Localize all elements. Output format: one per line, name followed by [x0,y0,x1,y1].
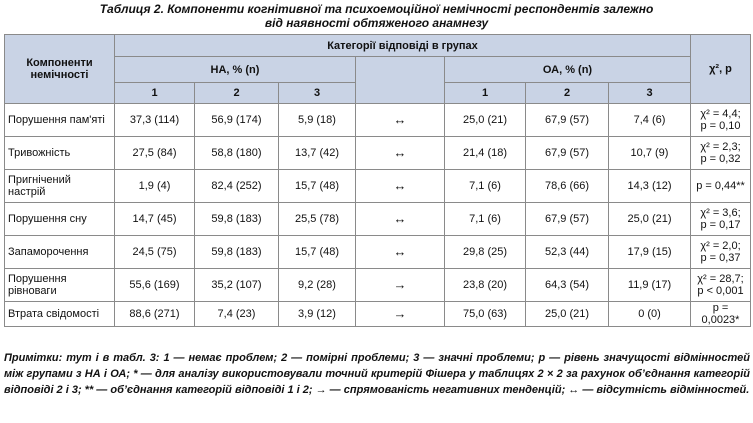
trend-arrow: → [356,302,445,327]
table-row [5,236,751,269]
header-chi-p: χ², p [691,35,751,104]
chi-p-cell [691,236,751,269]
chi-p-cell [691,302,751,327]
na-value-1: 27,5 (84) [115,137,195,170]
p-value: p = 0,44** [696,180,745,192]
header-oa-col-3: 3 [609,83,691,104]
oa-value-3: 7,4 (6) [609,104,691,137]
header-oa-col-1: 1 [445,83,526,104]
p-value: p = 0,37 [700,252,741,264]
chi-value: χ² = 4,4; [700,108,741,120]
oa-value-1: 25,0 (21) [445,104,526,137]
na-value-1: 14,7 (45) [115,203,195,236]
p-value: p = 0,10 [700,120,741,132]
header-na-col-2: 2 [195,83,279,104]
table-title-line-2: від наявності обтяженого анамнезу [264,16,489,30]
na-value-3: 9,2 (28) [279,269,356,302]
chi-value: χ² = 28,7; [697,273,744,285]
header-components: Компоненти немічності [5,35,115,104]
na-value-3: 3,9 (12) [279,302,356,327]
header-na-col-1: 1 [115,83,195,104]
table-row [5,203,751,236]
header-oa-col-2: 2 [526,83,609,104]
chi-p-cell [691,269,751,302]
results-table [4,34,751,327]
na-value-2: 7,4 (23) [195,302,279,327]
row-label: Порушення сну [5,203,115,236]
chi-value: χ² = 2,0; [700,240,741,252]
na-value-1: 24,5 (75) [115,236,195,269]
na-value-2: 56,9 (174) [195,104,279,137]
chi-value: χ² = 3,6; [700,207,741,219]
trend-arrow: ↔ [356,170,445,203]
p-value: p = 0,0023* [701,302,740,326]
oa-value-3: 0 (0) [609,302,691,327]
na-value-2: 59,8 (183) [195,203,279,236]
table-title [0,2,753,30]
oa-value-3: 11,9 (17) [609,269,691,302]
row-label: Тривожність [5,137,115,170]
na-value-1: 88,6 (271) [115,302,195,327]
na-value-3: 15,7 (48) [279,236,356,269]
row-label: Втрата свідомості [5,302,115,327]
oa-value-2: 67,9 (57) [526,104,609,137]
trend-arrow: ↔ [356,137,445,170]
na-value-3: 15,7 (48) [279,170,356,203]
chi-p-cell [691,137,751,170]
oa-value-1: 7,1 (6) [445,170,526,203]
chi-p-cell [691,170,751,203]
header-na-group: НА, % (n) [115,57,356,83]
header-categories: Категорії відповіді в групах [115,35,691,57]
header-oa-group: ОА, % (n) [445,57,691,83]
header-na-col-3: 3 [279,83,356,104]
oa-value-3: 14,3 (12) [609,170,691,203]
oa-value-2: 52,3 (44) [526,236,609,269]
oa-value-2: 78,6 (66) [526,170,609,203]
table-row [5,137,751,170]
na-value-3: 25,5 (78) [279,203,356,236]
table-notes: Примітки: тут і в табл. 3: 1 — немає проблем; 2 — помірні проблеми; 3 — значні проблеми; p — рівень значущості відмінностей між групами з НА і ОА; * — для аналізу використовували точний критерій Фішера у таблицях 2 × 2 за рахунок об’єднання категорій відповіді 2 і 3; ** — об’єднання категорій відповіді 1 і 2; → — спрямованість негативних тенденцій; ↔ — відсутність відмінностей. [4,352,750,396]
oa-value-1: 7,1 (6) [445,203,526,236]
trend-arrow: → [356,269,445,302]
table-row [5,269,751,302]
oa-value-2: 67,9 (57) [526,137,609,170]
na-value-1: 1,9 (4) [115,170,195,203]
trend-arrow: ↔ [356,236,445,269]
chi-value: χ² = 2,3; [700,141,741,153]
chi-p-cell [691,104,751,137]
p-value: p < 0,001 [697,285,744,297]
na-value-2: 58,8 (180) [195,137,279,170]
oa-value-1: 23,8 (20) [445,269,526,302]
table-title-line-1: Таблиця 2. Компоненти когнітивної та психоемоційної немічності респондентів залежно [99,2,654,16]
oa-value-3: 25,0 (21) [609,203,691,236]
oa-value-2: 67,9 (57) [526,203,609,236]
oa-value-1: 21,4 (18) [445,137,526,170]
trend-arrow: ↔ [356,203,445,236]
chi-p-cell [691,203,751,236]
oa-value-2: 64,3 (54) [526,269,609,302]
row-label: Пригнічений настрій [5,170,115,203]
oa-value-1: 75,0 (63) [445,302,526,327]
na-value-2: 82,4 (252) [195,170,279,203]
p-value: p = 0,32 [700,153,741,165]
table-row [5,170,751,203]
na-value-1: 55,6 (169) [115,269,195,302]
row-label: Порушення рівноваги [5,269,115,302]
row-label: Порушення пам'яті [5,104,115,137]
na-value-3: 13,7 (42) [279,137,356,170]
oa-value-1: 29,8 (25) [445,236,526,269]
oa-value-3: 10,7 (9) [609,137,691,170]
p-value: p = 0,17 [700,219,741,231]
row-label: Запаморочення [5,236,115,269]
trend-arrow: ↔ [356,104,445,137]
na-value-3: 5,9 (18) [279,104,356,137]
table-row [5,302,751,327]
table-row [5,104,751,137]
header-arrow-column [356,57,445,104]
na-value-2: 59,8 (183) [195,236,279,269]
oa-value-2: 25,0 (21) [526,302,609,327]
na-value-2: 35,2 (107) [195,269,279,302]
oa-value-3: 17,9 (15) [609,236,691,269]
na-value-1: 37,3 (114) [115,104,195,137]
